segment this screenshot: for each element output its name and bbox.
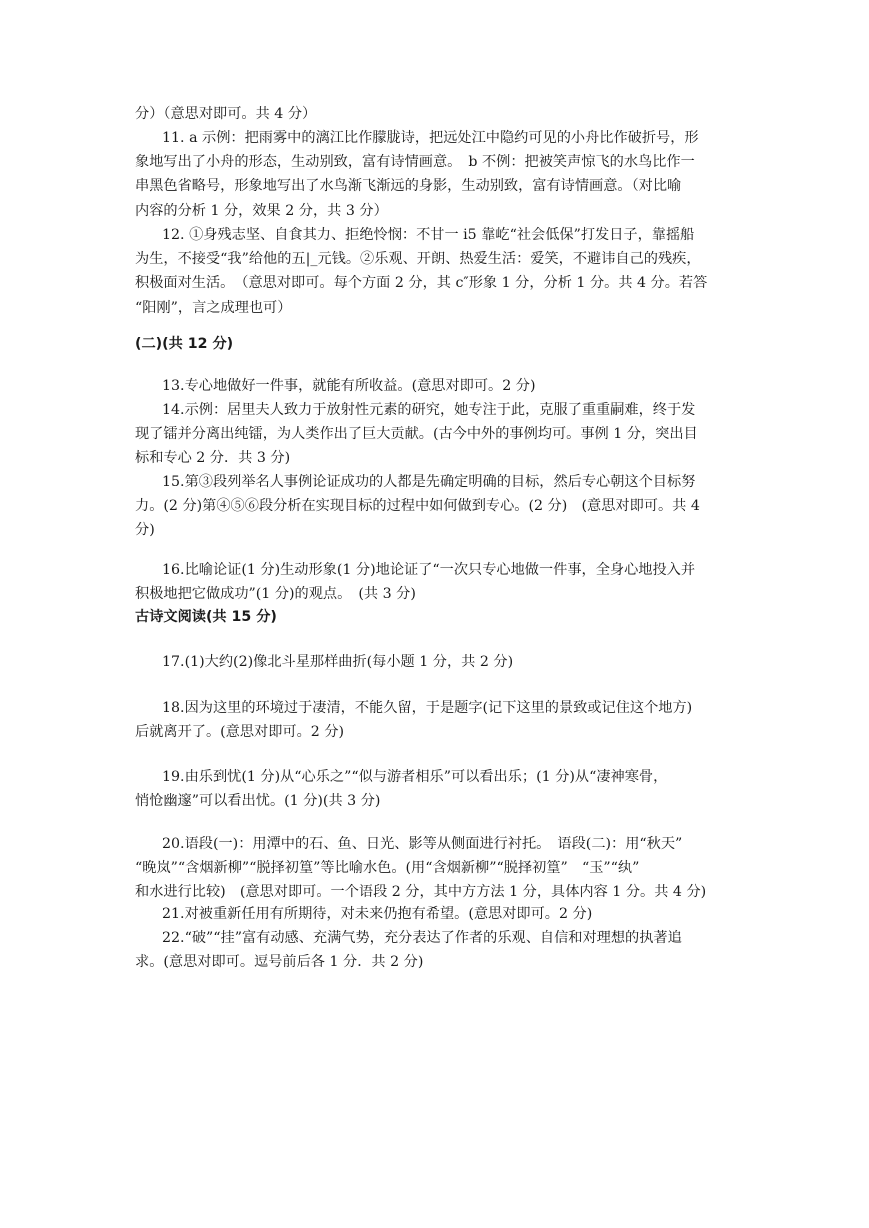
text-line: 分) [135,522,155,539]
text-line: 17.(1)大约(2)像北斗星那样曲折(每小题 1 分，共 2 分) [162,654,514,670]
text-line: 标和专心 2 分．共 3 分) [135,450,291,467]
text-line: “阳刚”，言之成理也可） [135,299,292,316]
answer-21 [135,902,740,926]
section-heading-2: (二)(共 12 分) [135,336,234,352]
text-line: 分）（意思对即可。共 4 分） [135,106,317,122]
answer-20 [135,832,740,905]
text-line: 内容的分析 1 分，效果 2 分，共 3 分） [135,202,388,219]
text-line: 后就离开了。(意思对即可。2 分) [135,724,345,741]
text-line: 16.比喻论证(1 分)生动形象(1 分)地论证了“一次只专心地做一件事，全身心地投入并 [162,562,696,578]
text-line: 14.示例：居里夫人致力于放射性元素的研究，她专注于此，克服了重重嗣难，终于发 [162,402,696,418]
section-heading-3: 古诗文阅读(共 15 分) [135,609,277,625]
text-line: 力。(2 分)第④⑤⑥段分析在实现目标的过程中如何做到专心。(2 分) (意思对即可。共 4 [135,498,700,515]
text-line: 15.第③段列举名人事例论证成功的人都是先确定明确的目标，然后专心朝这个目标努 [162,474,696,490]
text-line: 求。(意思对即可。逗号前后各 1 分．共 2 分) [135,954,424,971]
answer-17 [135,650,740,674]
answer-14 [135,398,740,471]
text-line: 13.专心地做好一件事，就能有所收益。(意思对即可。2 分) [162,378,536,394]
text-line: 悄怆幽邃”可以看出忧。(1 分)(共 3 分) [135,793,381,810]
text-line: 积极面对生活。 （意思对即可。每个方面 2 分，其 c″形象 1 分，分析 1 分。共 4 分。若答 [135,275,708,292]
text-line: 和水进行比较) (意思对即可。一个语段 2 分，其中方方法 1 分，具体内容 1 分。共 4 分) [135,884,707,901]
text-line: 19.由乐到忧(1 分)从“心乐之”“似与游者相乐”可以看出乐；(1 分)从“凄神寒骨， [162,769,668,785]
text-line: 串黑色省略号，形象地写出了水鸟渐飞渐远的身影，生动别致，富有诗情画意。（对比喻 [135,178,682,195]
text-line: 20.语段(一)：用潭中的石、鱼、日光、影等从侧面进行衬托。 语段(二)：用“秋天” [162,836,683,852]
text-line: 11. a 示例：把雨雾中的漓江比作朦胧诗，把远处江中隐约可见的小舟比作破折号，形 [162,130,699,146]
text-line: 18.因为这里的环境过于凄清，不能久留，于是题字(记下这里的景致或记住这个地方) [162,700,693,716]
answer-18 [135,696,740,744]
answer-19 [135,765,740,813]
answer-11 [135,126,740,223]
text-line: 12. ①身残志坚、自食其力、拒绝怜悯：不甘一 i5 靠屹“社会低保”打发日子，靠摇船 [162,227,695,243]
text-line: 现了镭并分离出纯镭，为人类作出了巨大贡献。(古今中外的事例均可。事例 1 分，突出目 [135,426,698,443]
answer-12 [135,223,740,320]
text-line: 21.对被重新任用有所期待，对未来仍抱有希望。(意思对即可。2 分) [162,906,593,922]
continuation-text [135,102,740,126]
answer-22 [135,926,740,974]
text-line: 积极地把它做成功”(1 分)的观点。 (共 3 分) [135,586,416,603]
answer-16 [135,558,740,606]
text-line: “晚岚”“含烟新柳”“脱择初篁”等比喻水色。(用“含烟新柳”“脱择初篁” “玉”“纨” [135,860,640,877]
answer-13 [135,374,740,398]
text-line: 象地写出了小舟的形态，生动别致，富有诗情画意。 b 不例：把被笑声惊飞的水鸟比作一 [135,154,695,171]
text-line: 为生，不接受“我”给他的五|_元钱。②乐观、开朗、热爱生活：爱笑，不避讳自己的残疾， [135,251,701,268]
text-line: 22.“破”“挂”富有动感、充满气势，充分表达了作者的乐观、自信和对理想的执著追 [162,930,682,946]
answer-15 [135,470,740,543]
